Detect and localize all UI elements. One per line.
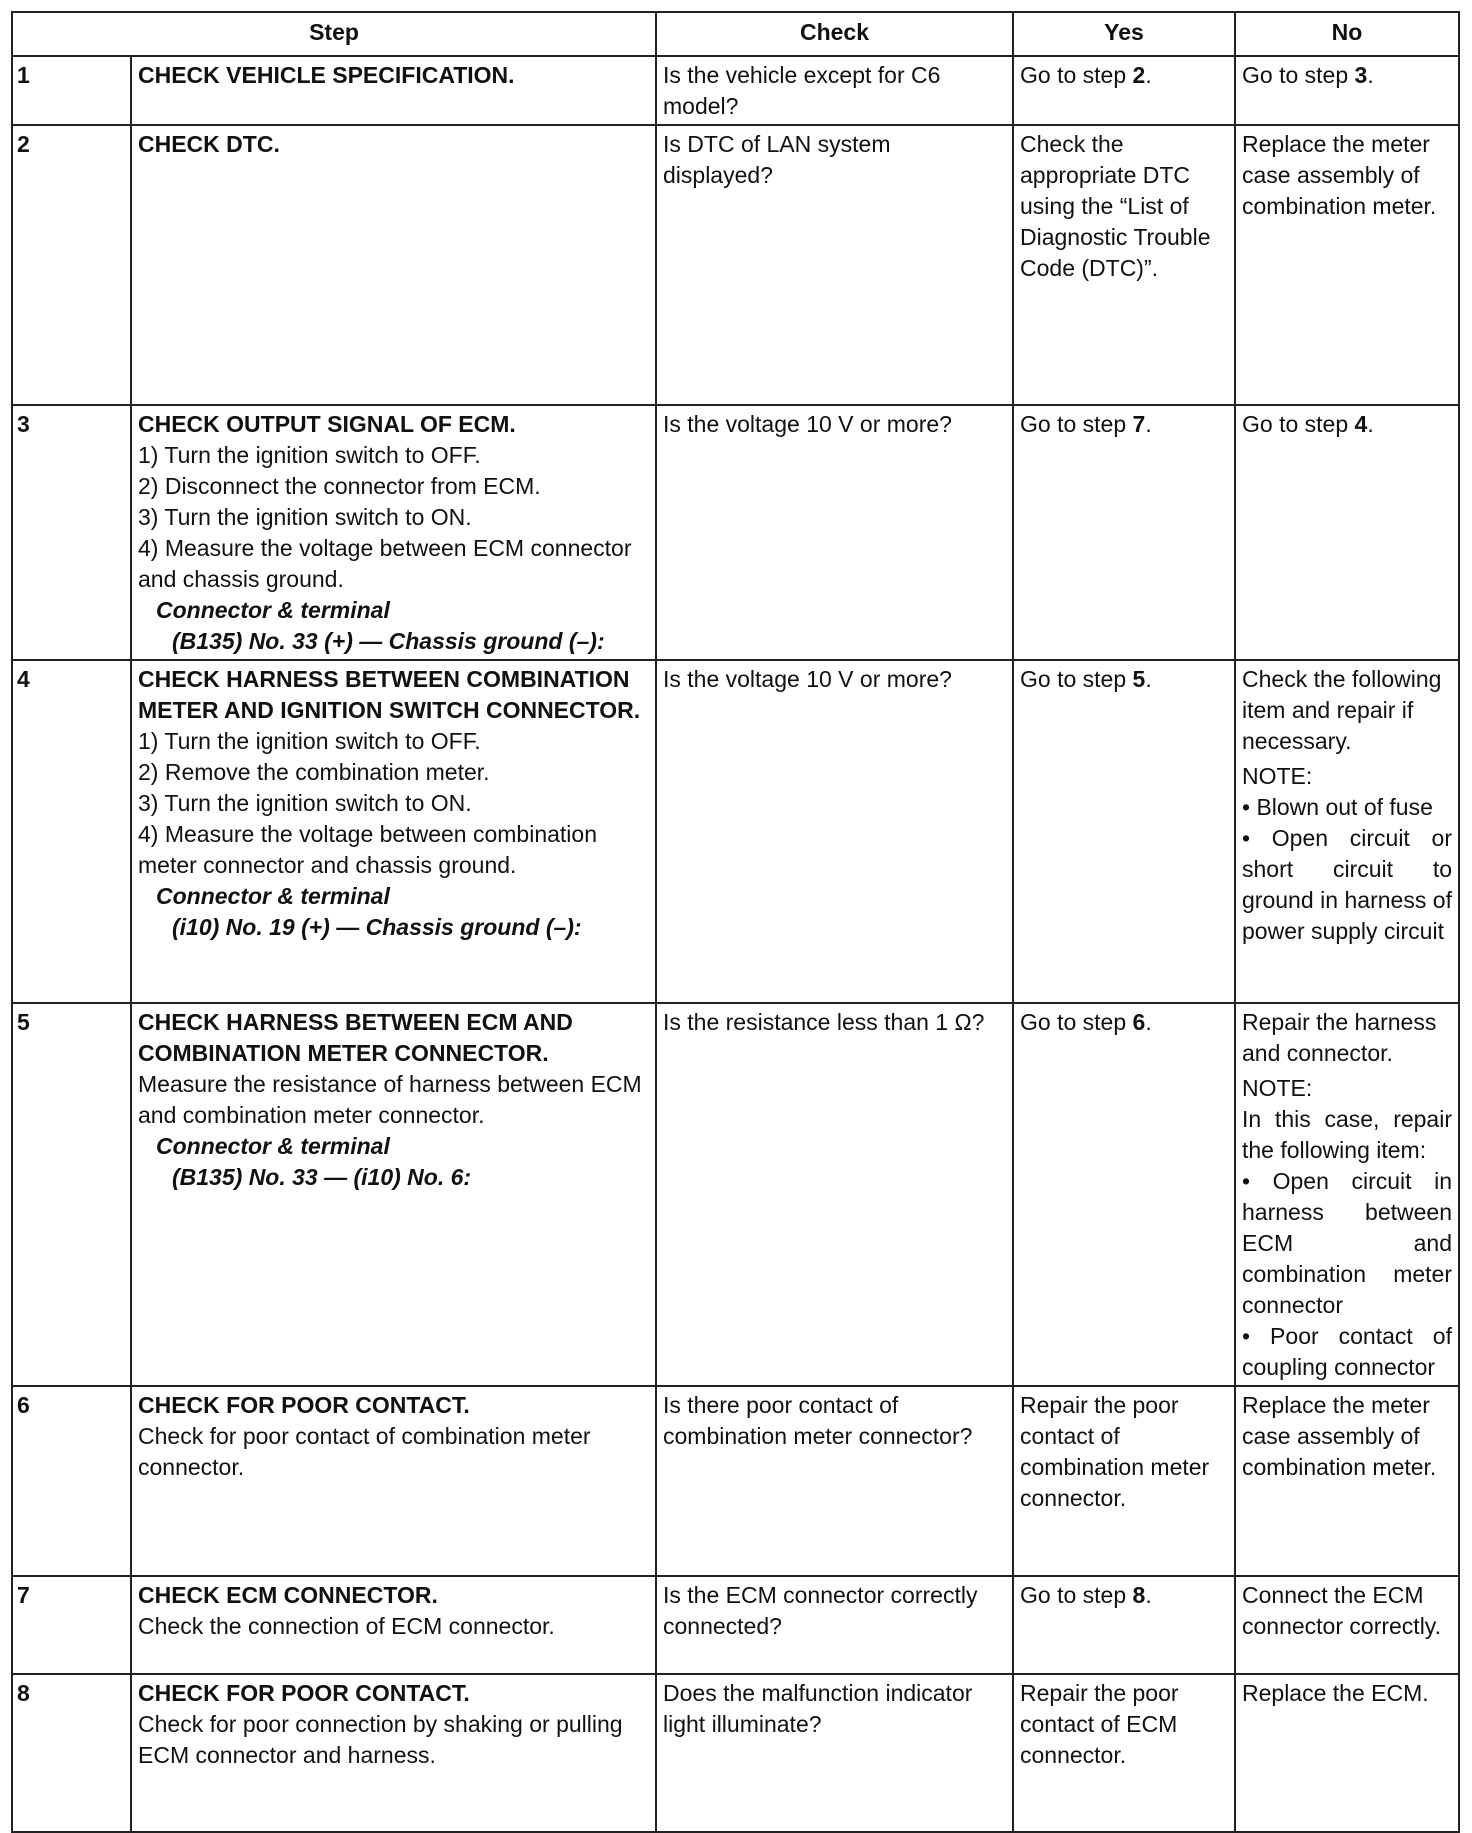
yes-step-ref: 7 [1132,411,1146,437]
yes-action: Repair the poor contact of combination meter connector. [1013,1386,1235,1576]
step-title: CHECK DTC. [138,131,280,157]
step-description [131,56,656,125]
check-question: Is DTC of LAN system displayed? [656,125,1013,405]
no-action: Replace the meter case assembly of combination meter. [1235,1386,1459,1576]
note-item: • Blown out of fuse [1242,794,1433,820]
check-question: Is the vehicle except for C6 model? [656,56,1013,125]
step-number: 4 [12,660,131,1003]
step-title: CHECK VEHICLE SPECIFICATION. [138,62,515,88]
table-row [12,660,1459,1003]
header-check: Check [656,12,1013,56]
step-title: CHECK FOR POOR CONTACT. [138,1680,470,1706]
connector-terminal: (i10) No. 19 (+) — Chassis ground (–): [172,914,582,940]
yes-suffix: . [1145,411,1152,437]
check-question: Is the voltage 10 V or more? [656,660,1013,1003]
no-action [1235,405,1459,660]
table-row [12,125,1459,405]
instruction: Check for poor contact of combination meter connector. [138,1423,591,1480]
note-item: • Open circuit or short circuit to ground in harness of power supply circuit [1242,825,1452,944]
yes-step-ref: 6 [1132,1009,1146,1035]
no-action [1235,56,1459,125]
no-suffix: . [1367,62,1374,88]
instruction: Check for poor connection by shaking or pulling ECM connector and harness. [138,1711,623,1768]
table-row [12,1003,1459,1386]
table-header-row [12,12,1459,56]
instruction: Check the connection of ECM connector. [138,1613,555,1639]
step-description [131,1386,656,1576]
table-row [12,1386,1459,1576]
yes-action [1013,1003,1235,1386]
connector-label: Connector & terminal [156,1133,390,1159]
yes-action: Check the appropriate DTC using the “List of Diagnostic Trouble Code (DTC)”. [1013,125,1235,405]
step-description [131,660,656,1003]
step-description [131,1003,656,1386]
table-row [12,56,1459,125]
instruction: 1) Turn the ignition switch to OFF. [138,442,481,468]
step-title: CHECK OUTPUT SIGNAL OF ECM. [138,411,516,437]
header-yes: Yes [1013,12,1235,56]
no-text: Repair the harness and connector. [1242,1009,1437,1066]
table-row [12,1576,1459,1674]
connector-terminal: (B135) No. 33 — (i10) No. 6: [172,1164,472,1190]
step-title: CHECK FOR POOR CONTACT. [138,1392,470,1418]
no-text: Go to step [1242,411,1355,437]
instruction: 4) Measure the voltage between ECM connector and chassis ground. [138,535,632,592]
step-number: 7 [12,1576,131,1674]
no-suffix: . [1367,411,1374,437]
step-title: CHECK HARNESS BETWEEN ECM AND COMBINATION METER CONNECTOR. [138,1009,573,1066]
yes-action [1013,405,1235,660]
step-number: 1 [12,56,131,125]
no-action: Replace the meter case assembly of combination meter. [1235,125,1459,405]
step-number: 5 [12,1003,131,1386]
yes-step-ref: 5 [1132,666,1146,692]
table-row [12,405,1459,660]
instruction: 2) Disconnect the connector from ECM. [138,473,541,499]
check-question: Is the ECM connector correctly connected? [656,1576,1013,1674]
no-step-ref: 4 [1354,411,1368,437]
step-description [131,125,656,405]
yes-action: Repair the poor contact of ECM connector. [1013,1674,1235,1832]
no-action [1235,1003,1459,1386]
connector-label: Connector & terminal [156,883,390,909]
step-title: CHECK ECM CONNECTOR. [138,1582,438,1608]
instruction: 3) Turn the ignition switch to ON. [138,504,472,530]
yes-text: Go to step [1020,1582,1133,1608]
yes-text: Go to step [1020,1009,1133,1035]
connector-terminal: (B135) No. 33 (+) — Chassis ground (–): [172,628,605,654]
yes-text: Go to step [1020,666,1133,692]
no-action: Connect the ECM connector correctly. [1235,1576,1459,1674]
step-title: CHECK HARNESS BETWEEN COMBINATION METER AND IGNITION SWITCH CONNECTOR. [138,666,641,723]
step-description [131,1576,656,1674]
check-question: Does the malfunction indicator light illuminate? [656,1674,1013,1832]
instruction: 2) Remove the combination meter. [138,759,490,785]
connector-label: Connector & terminal [156,597,390,623]
yes-action [1013,56,1235,125]
instruction: Measure the resistance of harness between ECM and combination meter connector. [138,1071,642,1128]
yes-step-ref: 2 [1132,62,1146,88]
no-step-ref: 3 [1354,62,1368,88]
table-row [12,1674,1459,1832]
yes-action [1013,660,1235,1003]
note-item: • Poor contact of coupling connector [1242,1323,1452,1380]
yes-suffix: . [1145,1009,1152,1035]
yes-suffix: . [1145,62,1152,88]
step-number: 8 [12,1674,131,1832]
diagnostic-procedure-table [11,11,1460,1833]
instruction: 1) Turn the ignition switch to OFF. [138,728,481,754]
step-description [131,405,656,660]
yes-suffix: . [1145,666,1152,692]
check-question: Is there poor contact of combination meter connector? [656,1386,1013,1576]
instruction: 4) Measure the voltage between combination meter connector and chassis ground. [138,821,598,878]
note-label: NOTE: [1242,763,1313,789]
no-text: Go to step [1242,62,1355,88]
note-item: • Open circuit in harness between ECM and combination meter connector [1242,1168,1452,1318]
check-question: Is the voltage 10 V or more? [656,405,1013,660]
check-question: Is the resistance less than 1 Ω? [656,1003,1013,1386]
note-text: In this case, repair the following item: [1242,1106,1452,1163]
header-no: No [1235,12,1459,56]
yes-text: Go to step [1020,62,1133,88]
header-step: Step [12,12,656,56]
step-number: 3 [12,405,131,660]
step-number: 2 [12,125,131,405]
no-action: Replace the ECM. [1235,1674,1459,1832]
instruction: 3) Turn the ignition switch to ON. [138,790,472,816]
step-description [131,1674,656,1832]
yes-suffix: . [1145,1582,1152,1608]
no-text: Check the following item and repair if necessary. [1242,666,1442,754]
no-action [1235,660,1459,1003]
yes-step-ref: 8 [1132,1582,1146,1608]
note-label: NOTE: [1242,1075,1313,1101]
yes-text: Go to step [1020,411,1133,437]
step-number: 6 [12,1386,131,1576]
yes-action [1013,1576,1235,1674]
